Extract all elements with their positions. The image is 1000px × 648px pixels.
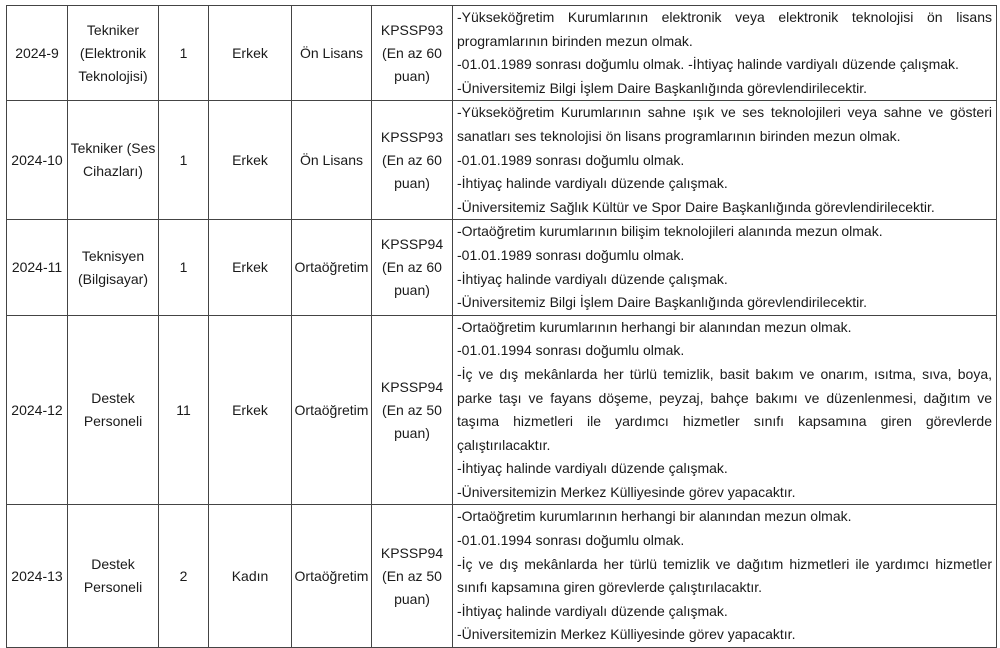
position-code: 2024-10 bbox=[7, 101, 68, 220]
kpss-line: KPSSP93 bbox=[380, 128, 444, 145]
position-title-line: Cihazları) bbox=[83, 163, 143, 180]
position-count: 11 bbox=[159, 315, 209, 505]
position-title-line: Destek bbox=[91, 390, 135, 407]
position-title-line: Teknisyen bbox=[81, 247, 145, 264]
position-count: 1 bbox=[159, 6, 209, 101]
requirement-item: -Üniversitemizin Merkez Külliyesinde görev yapacaktır. bbox=[457, 626, 796, 643]
kpss-line: puan) bbox=[394, 590, 430, 607]
position-kpss bbox=[372, 315, 453, 505]
positions-table bbox=[6, 5, 997, 648]
position-title-line: Tekniker (Ses bbox=[70, 140, 156, 157]
requirement-item: -01.01.1994 sonrası doğumlu olmak. bbox=[457, 532, 685, 549]
position-kpss bbox=[372, 505, 453, 648]
kpss-line: KPSSP94 bbox=[380, 378, 444, 395]
position-count: 1 bbox=[159, 220, 209, 315]
kpss-line: (En az 60 bbox=[382, 259, 442, 276]
requirement-item: -Ortaöğretim kurumlarının bilişim teknolojileri alanında mezun olmak. bbox=[457, 223, 883, 240]
position-code: 2024-12 bbox=[7, 315, 68, 505]
position-gender: Erkek bbox=[209, 6, 292, 101]
position-code: 2024-13 bbox=[7, 505, 68, 648]
table-row bbox=[7, 315, 997, 505]
kpss-line: (En az 60 bbox=[382, 151, 442, 168]
kpss-line: puan) bbox=[394, 174, 430, 191]
requirement-item: -İhtiyaç halinde vardiyalı düzende çalışmak. bbox=[457, 270, 728, 287]
position-requirements bbox=[453, 220, 997, 315]
position-title bbox=[68, 6, 159, 101]
position-kpss bbox=[372, 101, 453, 220]
kpss-line: KPSSP93 bbox=[380, 21, 444, 38]
position-gender: Erkek bbox=[209, 220, 292, 315]
table-row bbox=[7, 220, 997, 315]
position-code: 2024-11 bbox=[7, 220, 68, 315]
position-title-line: Tekniker bbox=[86, 21, 140, 38]
kpss-line: puan) bbox=[394, 282, 430, 299]
requirement-item: -Ortaöğretim kurumlarının herhangi bir alanından mezun olmak. bbox=[457, 318, 852, 335]
requirement-item: -01.01.1994 sonrası doğumlu olmak. bbox=[457, 342, 685, 359]
requirement-item: -Ortaöğretim kurumlarının herhangi bir alanından mezun olmak. bbox=[457, 508, 852, 525]
requirement-item: -01.01.1989 sonrası doğumlu olmak. bbox=[457, 151, 685, 168]
position-count: 2 bbox=[159, 505, 209, 648]
position-kpss bbox=[372, 220, 453, 315]
position-requirements bbox=[453, 315, 997, 505]
requirement-item: -01.01.1989 sonrası doğumlu olmak. -İhtiyaç halinde vardiyalı düzende çalışmak. bbox=[457, 56, 959, 73]
position-title bbox=[68, 315, 159, 505]
position-title-line: Personeli bbox=[83, 579, 143, 596]
position-title-line: Teknolojisi) bbox=[78, 67, 148, 84]
requirement-item: -Üniversitemiz Bilgi İşlem Daire Başkanlığında görevlendirilecektir. bbox=[457, 79, 868, 96]
position-title-line: Destek bbox=[91, 556, 135, 573]
position-title bbox=[68, 220, 159, 315]
position-title-line: (Elektronik bbox=[79, 44, 147, 61]
requirement-item: -Yükseköğretim Kurumlarının sahne ışık ve ses teknolojileri veya sahne ve gösteri sanatları ses teknolojisi ön lisans programlarının birinden mezun olmak. bbox=[457, 104, 992, 144]
position-requirements bbox=[453, 101, 997, 220]
requirement-item: -Yükseköğretim Kurumlarının elektronik veya elektronik teknolojisi ön lisans programlarının birinden mezun olmak. bbox=[457, 9, 992, 49]
table-row bbox=[7, 505, 997, 648]
position-gender: Erkek bbox=[209, 101, 292, 220]
table-row bbox=[7, 6, 997, 101]
position-requirements bbox=[453, 505, 997, 648]
position-education: Ortaöğretim bbox=[292, 315, 372, 505]
position-education: Ön Lisans bbox=[292, 6, 372, 101]
position-title bbox=[68, 505, 159, 648]
position-education: Ön Lisans bbox=[292, 101, 372, 220]
kpss-line: KPSSP94 bbox=[380, 236, 444, 253]
requirement-item: -İhtiyaç halinde vardiyalı düzende çalışmak. bbox=[457, 175, 728, 192]
requirement-item: -Üniversitemiz Sağlık Kültür ve Spor Daire Başkanlığında görevlendirilecektir. bbox=[457, 198, 935, 215]
requirement-item: -Üniversitemizin Merkez Külliyesinde görev yapacaktır. bbox=[457, 483, 796, 500]
kpss-line: (En az 50 bbox=[382, 567, 442, 584]
kpss-line: puan) bbox=[394, 67, 430, 84]
position-gender: Kadın bbox=[209, 505, 292, 648]
position-title bbox=[68, 101, 159, 220]
kpss-line: (En az 60 bbox=[382, 44, 442, 61]
position-title-line: (Bilgisayar) bbox=[77, 270, 148, 287]
kpss-line: (En az 50 bbox=[382, 401, 442, 418]
requirement-item: -İhtiyaç halinde vardiyalı düzende çalışmak. bbox=[457, 602, 728, 619]
table-row bbox=[7, 101, 997, 220]
position-gender: Erkek bbox=[209, 315, 292, 505]
kpss-line: KPSSP94 bbox=[380, 544, 444, 561]
position-count: 1 bbox=[159, 101, 209, 220]
requirement-item: -İç ve dış mekânlarda her türlü temizlik ve dağıtım hizmetleri ile yardımcı hizmetler sınıfı kapsamına giren görevlerde çalıştırılacaktır. bbox=[457, 555, 992, 596]
requirement-item: -01.01.1989 sonrası doğumlu olmak. bbox=[457, 246, 685, 263]
kpss-line: puan) bbox=[394, 424, 430, 441]
position-education: Ortaöğretim bbox=[292, 220, 372, 315]
position-code: 2024-9 bbox=[7, 6, 68, 101]
requirement-item: -İç ve dış mekânlarda her türlü temizlik, basit bakım ve onarım, ısıtma, sıva, boya, parke taşı ve fayans döşeme, peyzaj, bahçe bakımı ve düzenlenmesi, dağıtım ve taşıma hizmetleri ile yardımcı hizmetler sınıfı kapsamına giren görevlerde çalıştırılacaktır. bbox=[457, 365, 992, 453]
requirement-item: -Üniversitemiz Bilgi İşlem Daire Başkanlığında görevlendirilecektir. bbox=[457, 294, 868, 311]
positions-table-body bbox=[7, 6, 997, 648]
position-requirements bbox=[453, 6, 997, 101]
requirement-item: -İhtiyaç halinde vardiyalı düzende çalışmak. bbox=[457, 460, 728, 477]
position-title-line: Personeli bbox=[83, 413, 143, 430]
position-education: Ortaöğretim bbox=[292, 505, 372, 648]
position-kpss bbox=[372, 6, 453, 101]
